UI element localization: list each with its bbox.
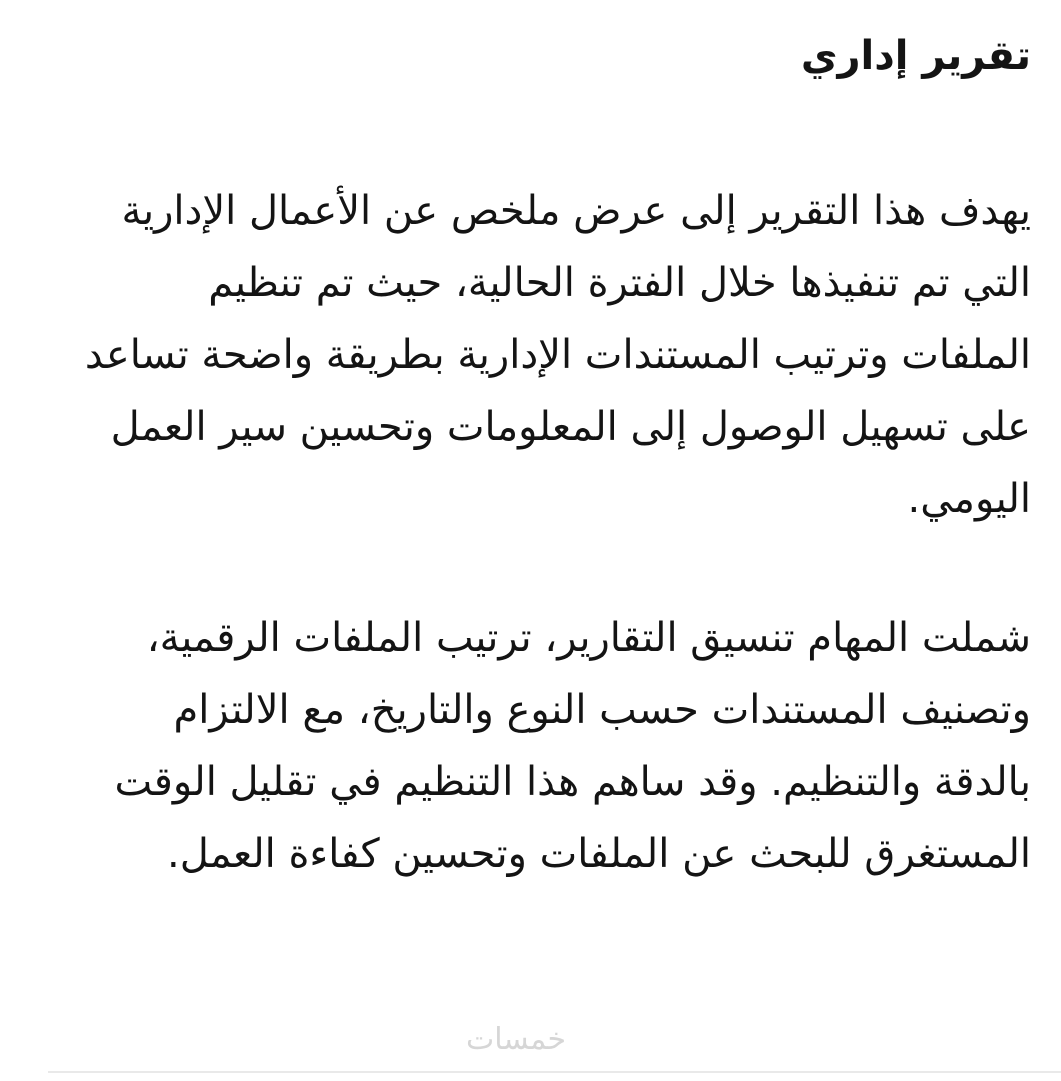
paragraph-tasks: شملت المهام تنسيق التقارير، ترتيب الملفات الرقمية، وتصنيف المستندات حسب النوع والتاريخ، مع الالتزام بالدقة والتنظيم. وقد ساهم هذا التنظيم في تقليل الوقت المستغرق للبحث عن الملفات وتحسين كفاءة العمل. bbox=[114, 615, 1031, 877]
khamsat-watermark: خمسات bbox=[466, 1022, 567, 1057]
footer-divider bbox=[48, 1071, 1061, 1073]
paragraph-intro: يهدف هذا التقرير إلى عرض ملخص عن الأعمال الإدارية التي تم تنفيذها خلال الفترة الحالية، حيث تم تنظيم الملفات وترتيب المستندات الإدارية بطريقة واضحة تساعد على تسهيل الوصول إلى المعلومات وتحسين سير العمل اليومي. bbox=[84, 188, 1031, 522]
document-title: تقرير إداري bbox=[800, 33, 1031, 79]
